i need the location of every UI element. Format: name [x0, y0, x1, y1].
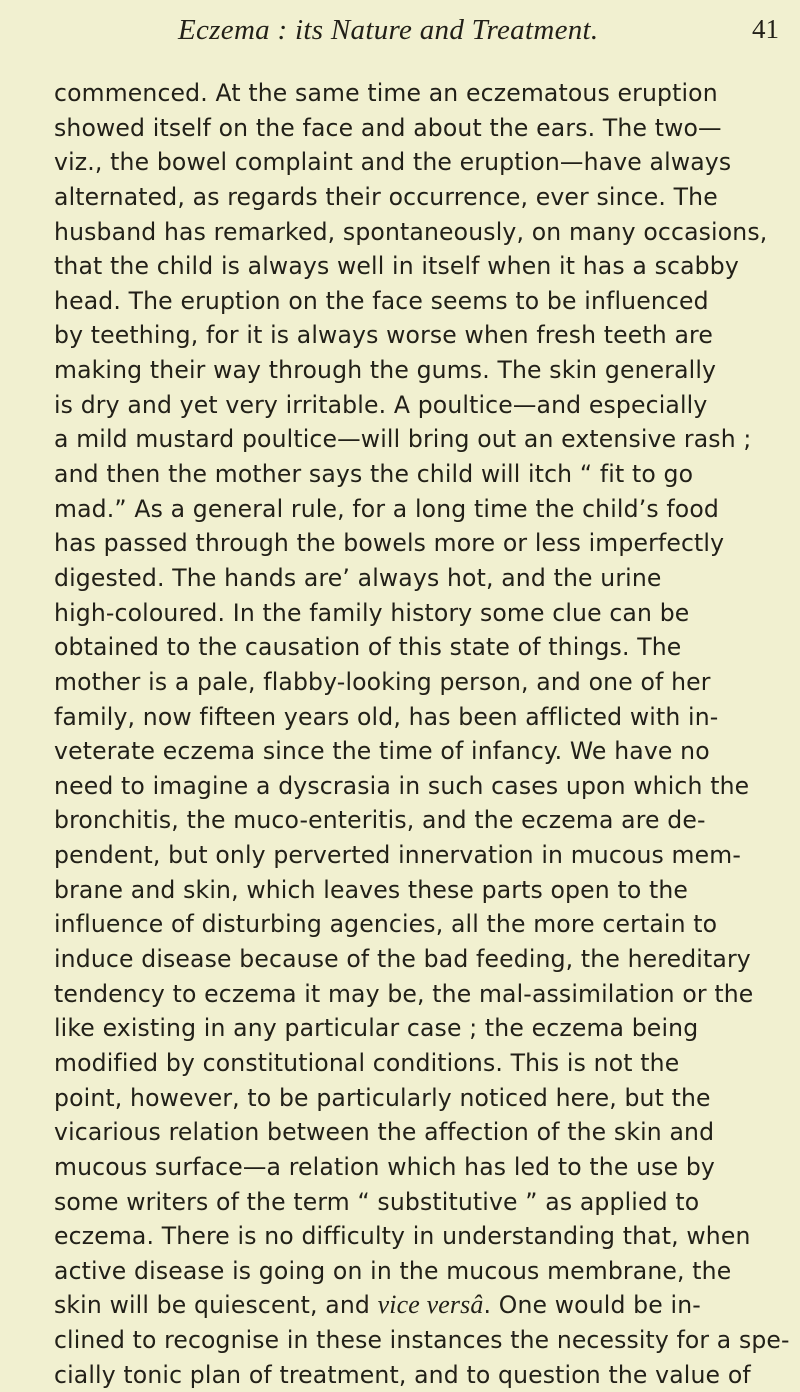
- running-title: Eczema : its Nature and Treatment.: [178, 14, 599, 46]
- text-line: [54, 215, 790, 250]
- text-line: [54, 873, 790, 908]
- text-line: [54, 145, 790, 180]
- text-line: [54, 422, 790, 457]
- text-line: [54, 353, 790, 388]
- text-segment: need to imagine a dyscrasia in such cases upon which the: [54, 771, 750, 800]
- text-line: [54, 942, 790, 977]
- text-segment: showed itself on the face and about the ears. The two—: [54, 113, 722, 142]
- text-line: [54, 977, 790, 1012]
- text-segment: has passed through the bowels more or less imperfectly: [54, 529, 725, 558]
- text-segment: obtained to the causation of this state of things. The: [54, 633, 682, 662]
- text-line: [54, 526, 790, 561]
- text-line: [54, 1219, 790, 1254]
- page-number: 41: [752, 14, 779, 44]
- text-line: [54, 1288, 790, 1323]
- text-segment: high-coloured. In the family history some clue can be: [54, 598, 690, 627]
- text-line: [54, 249, 790, 284]
- text-segment: influence of disturbing agencies, all the more certain to: [54, 910, 718, 939]
- text-line: [54, 907, 790, 942]
- text-line: [54, 630, 790, 665]
- text-segment: digested. The hands are’ always hot, and the urine: [54, 563, 662, 592]
- text-segment: cially tonic plan of treatment, and to question the value of: [54, 1360, 751, 1389]
- text-segment: vicarious relation between the affection of the skin and: [54, 1118, 715, 1147]
- text-line: [54, 769, 790, 804]
- text-segment: mad.” As a general rule, for a long time the child’s food: [54, 494, 719, 523]
- text-line: [54, 596, 790, 631]
- text-segment: clined to recognise in these instances the necessity for a spe-: [54, 1326, 790, 1355]
- text-segment: some writers of the term “ substitutive ” as applied to: [54, 1187, 700, 1216]
- text-line: [54, 457, 790, 492]
- text-segment: by teething, for it is always worse when fresh teeth are: [54, 321, 713, 350]
- text-segment: family, now fifteen years old, has been afflicted with in-: [54, 702, 719, 731]
- text-segment: viz., the bowel complaint and the eruption—have always: [54, 148, 732, 177]
- body-text: [54, 76, 792, 1392]
- text-line: [54, 284, 790, 319]
- text-segment: is dry and yet very irritable. A poultice—and especially: [54, 390, 708, 419]
- text-line: [54, 1323, 788, 1358]
- text-line: [54, 1046, 790, 1081]
- text-segment: mucous surface—a relation which has led to the use by: [54, 1152, 715, 1181]
- text-line: [54, 1115, 790, 1150]
- text-segment: like existing in any particular case ; the eczema being: [54, 1014, 699, 1043]
- text-segment: a mild mustard poultice—will bring out an extensive rash ;: [54, 425, 752, 454]
- text-segment: tendency to eczema it may be, the mal-assimilation or the: [54, 979, 754, 1008]
- text-segment: pendent, but only perverted innervation in mucous mem-: [54, 841, 741, 870]
- text-segment: mother is a pale, flabby-looking person, and one of her: [54, 667, 711, 696]
- text-line: [54, 1358, 790, 1392]
- text-line: [54, 1254, 790, 1289]
- text-line: [54, 492, 790, 527]
- text-line: [54, 111, 790, 146]
- text-segment: veterate eczema since the time of infancy. We have no: [54, 737, 710, 766]
- text-segment: point, however, to be particularly noticed here, but the: [54, 1083, 711, 1112]
- text-line: [54, 838, 790, 873]
- text-segment: active disease is going on in the mucous membrane, the: [54, 1256, 732, 1285]
- text-segment: commenced. At the same time an eczematous eruption: [54, 79, 718, 107]
- text-segment: modified by constitutional conditions. This is not the: [54, 1048, 680, 1077]
- text-segment: induce disease because of the bad feeding, the hereditary: [54, 945, 751, 974]
- text-line: [54, 318, 790, 353]
- text-line: [54, 734, 790, 769]
- text-segment: husband has remarked, spontaneously, on many occasions,: [54, 217, 768, 246]
- running-head: [0, 14, 800, 54]
- text-line: [54, 561, 790, 596]
- text-line: [54, 180, 790, 215]
- text-segment: skin will be quiescent, and: [54, 1291, 378, 1320]
- text-segment: head. The eruption on the face seems to be influenced: [54, 286, 709, 315]
- text-line: [54, 700, 790, 735]
- text-segment: brane and skin, which leaves these parts open to the: [54, 875, 689, 904]
- text-segment: and then the mother says the child will itch “ fit to go: [54, 460, 694, 489]
- italic-phrase: vice versâ: [377, 1290, 484, 1320]
- text-segment: eczema. There is no difficulty in understanding that, when: [54, 1222, 751, 1251]
- text-line: [54, 1185, 790, 1220]
- text-segment: . One would be in-: [483, 1291, 701, 1320]
- text-segment: alternated, as regards their occurrence, ever since. The: [54, 182, 718, 211]
- text-line: [54, 1150, 790, 1185]
- text-segment: making their way through the gums. The skin generally: [54, 356, 717, 385]
- text-line: [54, 388, 790, 423]
- text-line: [54, 1081, 790, 1116]
- text-segment: that the child is always well in itself when it has a scabby: [54, 252, 739, 281]
- text-line: [54, 665, 790, 700]
- text-line: [54, 1011, 790, 1046]
- text-segment: bronchitis, the muco-enteritis, and the eczema are de-: [54, 806, 706, 835]
- text-line: [54, 803, 790, 838]
- text-line: [54, 76, 790, 111]
